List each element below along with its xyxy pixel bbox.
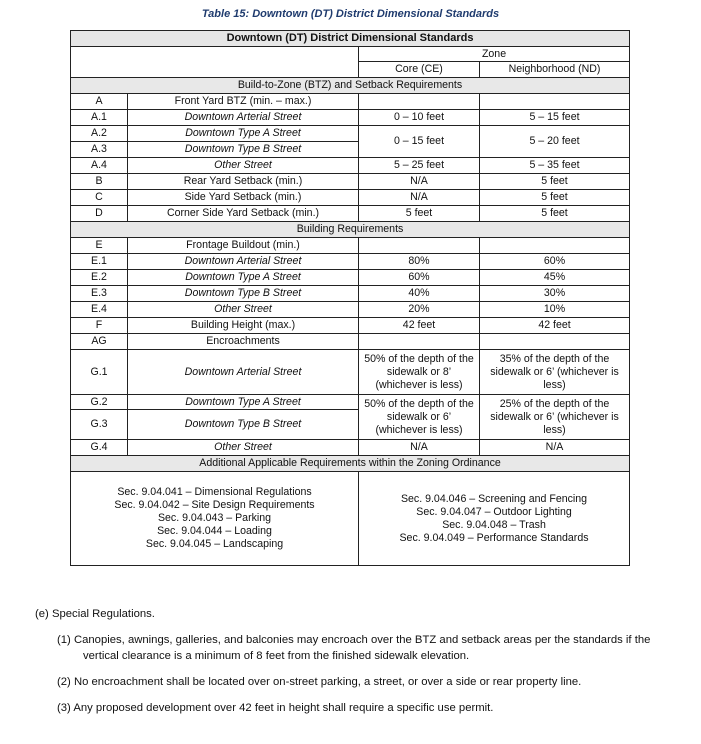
row-label: Downtown Type A Street bbox=[128, 270, 359, 286]
neighborhood-value: N/A bbox=[480, 440, 630, 456]
core-value: 50% of the depth of the sidewalk or 6’ (whichever is less) bbox=[359, 395, 480, 440]
core-value: 40% bbox=[359, 286, 480, 302]
row-id: F bbox=[71, 318, 128, 334]
core-value: 80% bbox=[359, 254, 480, 270]
table-row bbox=[71, 110, 630, 126]
table-row bbox=[71, 254, 630, 270]
table-row bbox=[71, 174, 630, 190]
core-value: 20% bbox=[359, 302, 480, 318]
row-id: AG bbox=[71, 334, 128, 350]
section-ref: Sec. 9.04.043 – Parking bbox=[157, 512, 272, 524]
zone-header: Zone bbox=[359, 47, 630, 62]
neighborhood-value: 10% bbox=[480, 302, 630, 318]
table-row bbox=[71, 270, 630, 286]
section-ref: Sec. 9.04.048 – Trash bbox=[442, 518, 546, 531]
row-id: A.1 bbox=[71, 110, 128, 126]
row-label: Other Street bbox=[128, 158, 359, 174]
header-blank bbox=[71, 47, 359, 78]
sections-left bbox=[71, 472, 359, 566]
neighborhood-value: 35% of the depth of the sidewalk or 6’ (whichever is less) bbox=[480, 350, 630, 395]
special-regulations-heading: (e) Special Regulations. bbox=[35, 608, 155, 620]
row-label: Other Street bbox=[128, 440, 359, 456]
row-id: E bbox=[71, 238, 128, 254]
row-id: E.2 bbox=[71, 270, 128, 286]
row-label: Corner Side Yard Setback (min.) bbox=[128, 206, 359, 222]
core-value bbox=[359, 334, 480, 350]
row-label: Downtown Arterial Street bbox=[128, 254, 359, 270]
row-id: E.3 bbox=[71, 286, 128, 302]
neighborhood-value: 5 – 15 feet bbox=[480, 110, 630, 126]
core-value: N/A bbox=[359, 190, 480, 206]
row-id: G.1 bbox=[71, 350, 128, 395]
section-ref: Sec. 9.04.042 – Site Design Requirements bbox=[114, 499, 315, 511]
core-value: N/A bbox=[359, 440, 480, 456]
row-id: A bbox=[71, 94, 128, 110]
neighborhood-header: Neighborhood (ND) bbox=[480, 62, 630, 78]
row-label: Front Yard BTZ (min. – max.) bbox=[128, 94, 359, 110]
neighborhood-value: 25% of the depth of the sidewalk or 6’ (whichever is less) bbox=[480, 395, 630, 440]
core-value bbox=[359, 238, 480, 254]
section-ref: Sec. 9.04.045 – Landscaping bbox=[145, 538, 284, 550]
section-ref: Sec. 9.04.041 – Dimensional Regulations bbox=[117, 486, 312, 498]
core-value: 42 feet bbox=[359, 318, 480, 334]
table-row bbox=[71, 334, 630, 350]
row-label: Downtown Type B Street bbox=[128, 142, 359, 158]
table-row bbox=[71, 206, 630, 222]
table-row bbox=[71, 158, 630, 174]
section-ref: Sec. 9.04.049 – Performance Standards bbox=[399, 531, 589, 544]
neighborhood-value: 45% bbox=[480, 270, 630, 286]
row-id: G.4 bbox=[71, 440, 128, 456]
neighborhood-value: 5 feet bbox=[480, 206, 630, 222]
row-label: Encroachments bbox=[128, 334, 359, 350]
core-value: 50% of the depth of the sidewalk or 8’ (whichever is less) bbox=[359, 350, 480, 395]
table-row bbox=[71, 318, 630, 334]
neighborhood-value: 5 – 35 feet bbox=[480, 158, 630, 174]
neighborhood-value bbox=[480, 94, 630, 110]
core-value bbox=[359, 94, 480, 110]
dimensional-standards-table bbox=[70, 30, 630, 566]
row-label: Downtown Type A Street bbox=[128, 395, 359, 410]
neighborhood-value: 5 – 20 feet bbox=[480, 126, 630, 158]
core-value: 5 feet bbox=[359, 206, 480, 222]
table-row bbox=[71, 302, 630, 318]
table-row bbox=[71, 286, 630, 302]
neighborhood-value bbox=[480, 238, 630, 254]
neighborhood-value: 5 feet bbox=[480, 174, 630, 190]
regulation-item: (1) Canopies, awnings, galleries, and balconies may encroach over the BTZ and setback areas per the standards if the vertical clearance is a minimum of 8 feet from the finished sidewalk elevation. bbox=[57, 634, 651, 662]
section-building-header: Building Requirements bbox=[71, 222, 630, 238]
row-id: B bbox=[71, 174, 128, 190]
regulation-item: (3) Any proposed development over 42 feet in height shall require a specific use permit. bbox=[57, 702, 494, 714]
section-ref: Sec. 9.04.047 – Outdoor Lighting bbox=[416, 505, 572, 518]
neighborhood-value bbox=[480, 334, 630, 350]
row-label: Side Yard Setback (min.) bbox=[128, 190, 359, 206]
special-regulations bbox=[35, 606, 675, 726]
regulation-item: (2) No encroachment shall be located over on-street parking, a street, or over a side or rear property line. bbox=[57, 676, 582, 688]
row-label: Downtown Type B Street bbox=[128, 410, 359, 440]
row-label: Rear Yard Setback (min.) bbox=[128, 174, 359, 190]
table-row bbox=[71, 94, 630, 110]
core-value: 5 – 25 feet bbox=[359, 158, 480, 174]
core-header: Core (CE) bbox=[359, 62, 480, 78]
core-value: 0 – 15 feet bbox=[359, 126, 480, 158]
table-row bbox=[71, 190, 630, 206]
section-ref: Sec. 9.04.046 – Screening and Fencing bbox=[400, 492, 588, 505]
row-id: A.4 bbox=[71, 158, 128, 174]
row-id: G.2 bbox=[71, 395, 128, 410]
row-label: Building Height (max.) bbox=[128, 318, 359, 334]
row-id: C bbox=[71, 190, 128, 206]
table-caption: Table 15: Downtown (DT) District Dimensional Standards bbox=[201, 8, 500, 20]
row-id: D bbox=[71, 206, 128, 222]
row-label: Downtown Arterial Street bbox=[128, 350, 359, 395]
core-value: 60% bbox=[359, 270, 480, 286]
row-label: Downtown Type A Street bbox=[128, 126, 359, 142]
neighborhood-value: 30% bbox=[480, 286, 630, 302]
row-id: E.1 bbox=[71, 254, 128, 270]
neighborhood-value: 5 feet bbox=[480, 190, 630, 206]
section-additional-header: Additional Applicable Requirements within the Zoning Ordinance bbox=[71, 456, 630, 472]
table-row bbox=[71, 440, 630, 456]
table-title: Downtown (DT) District Dimensional Standards bbox=[71, 31, 630, 47]
neighborhood-value: 60% bbox=[480, 254, 630, 270]
table-row bbox=[71, 238, 630, 254]
row-id: E.4 bbox=[71, 302, 128, 318]
section-ref: Sec. 9.04.044 – Loading bbox=[157, 525, 272, 537]
neighborhood-value: 42 feet bbox=[480, 318, 630, 334]
row-id: G.3 bbox=[71, 410, 128, 440]
section-btz-header: Build-to-Zone (BTZ) and Setback Requirements bbox=[71, 78, 630, 94]
row-id: A.3 bbox=[71, 142, 128, 158]
row-label: Frontage Buildout (min.) bbox=[128, 238, 359, 254]
row-label: Downtown Type B Street bbox=[128, 286, 359, 302]
table-row bbox=[71, 395, 630, 410]
row-label: Downtown Arterial Street bbox=[128, 110, 359, 126]
row-label: Other Street bbox=[128, 302, 359, 318]
core-value: 0 – 10 feet bbox=[359, 110, 480, 126]
table-row bbox=[71, 350, 630, 395]
table-row bbox=[71, 126, 630, 142]
core-value: N/A bbox=[359, 174, 480, 190]
sections-right bbox=[359, 472, 630, 566]
row-id: A.2 bbox=[71, 126, 128, 142]
